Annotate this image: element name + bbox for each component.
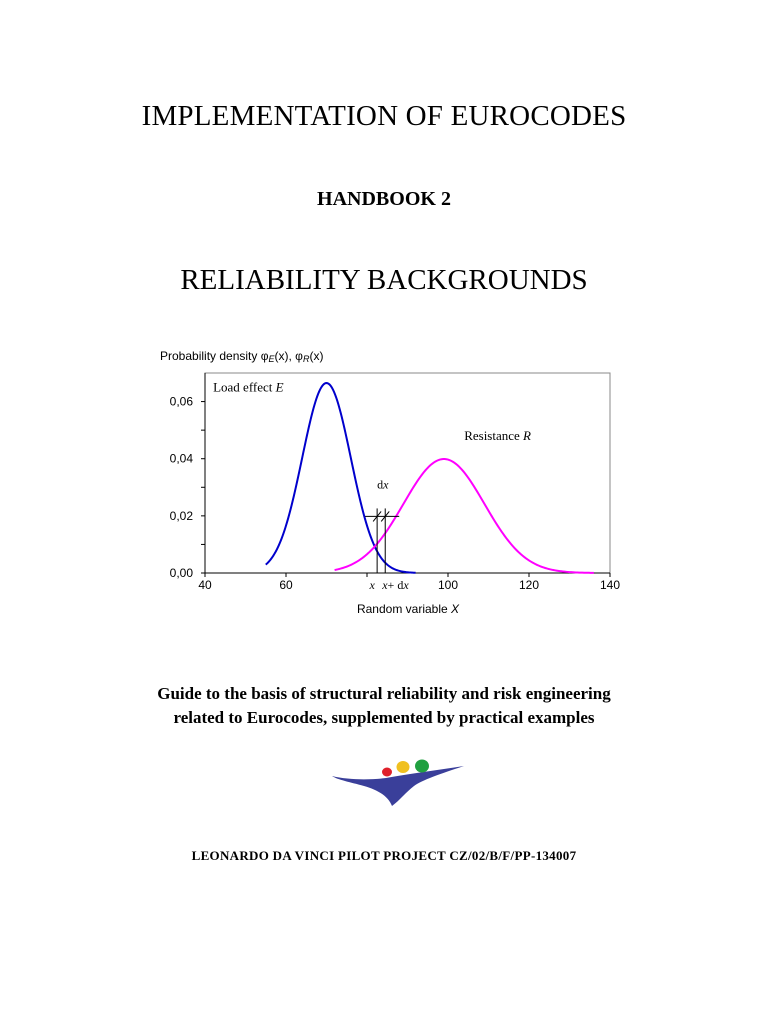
dx-annotation bbox=[365, 477, 409, 592]
x-plus-dx-label: x+ dx bbox=[382, 578, 409, 592]
handbook-label: HANDBOOK 2 bbox=[317, 188, 451, 210]
x-ticks bbox=[198, 573, 620, 592]
logo-dot-green bbox=[415, 760, 429, 773]
load-effect-curve bbox=[266, 383, 416, 573]
y-axis-label: Probability density φE(x), φR(x) bbox=[160, 349, 324, 364]
x-tick-label: 40 bbox=[198, 578, 212, 592]
x-tick-label: 60 bbox=[279, 578, 293, 592]
probability-density-chart bbox=[0, 330, 768, 630]
leonardo-da-vinci-logo-icon bbox=[330, 754, 466, 810]
document-title: IMPLEMENTATION OF EUROCODES bbox=[141, 100, 627, 132]
y-tick-label: 0,02 bbox=[169, 508, 193, 523]
plot-area bbox=[205, 373, 610, 573]
x-value-label: x bbox=[369, 578, 375, 592]
guide-description bbox=[0, 682, 768, 730]
x-tick-label: 140 bbox=[599, 578, 621, 592]
load-effect-label: Load effect E bbox=[213, 379, 284, 395]
y-ticks bbox=[170, 395, 205, 580]
y-tick-label: 0,04 bbox=[169, 451, 193, 466]
dx-label: dx bbox=[377, 477, 389, 492]
guide-line-1: Guide to the basis of structural reliability and risk engineering bbox=[157, 684, 611, 703]
logo-dot-red bbox=[382, 768, 392, 777]
project-reference: LEONARDO DA VINCI PILOT PROJECT CZ/02/B/F/PP-134007 bbox=[191, 848, 577, 863]
guide-line-2: related to Eurocodes, supplemented by practical examples bbox=[173, 708, 595, 727]
logo-dot-yellow bbox=[397, 761, 410, 773]
x-axis-label: Random variable X bbox=[356, 602, 460, 616]
logo-wing-shape bbox=[332, 766, 464, 806]
x-tick-label: 100 bbox=[437, 578, 459, 592]
resistance-label: Resistance R bbox=[464, 428, 531, 444]
y-tick-label: 0,00 bbox=[169, 566, 193, 580]
document-subtitle: RELIABILITY BACKGROUNDS bbox=[180, 264, 588, 296]
y-tick-label: 0,06 bbox=[169, 394, 193, 409]
x-tick-label: 120 bbox=[518, 578, 540, 592]
